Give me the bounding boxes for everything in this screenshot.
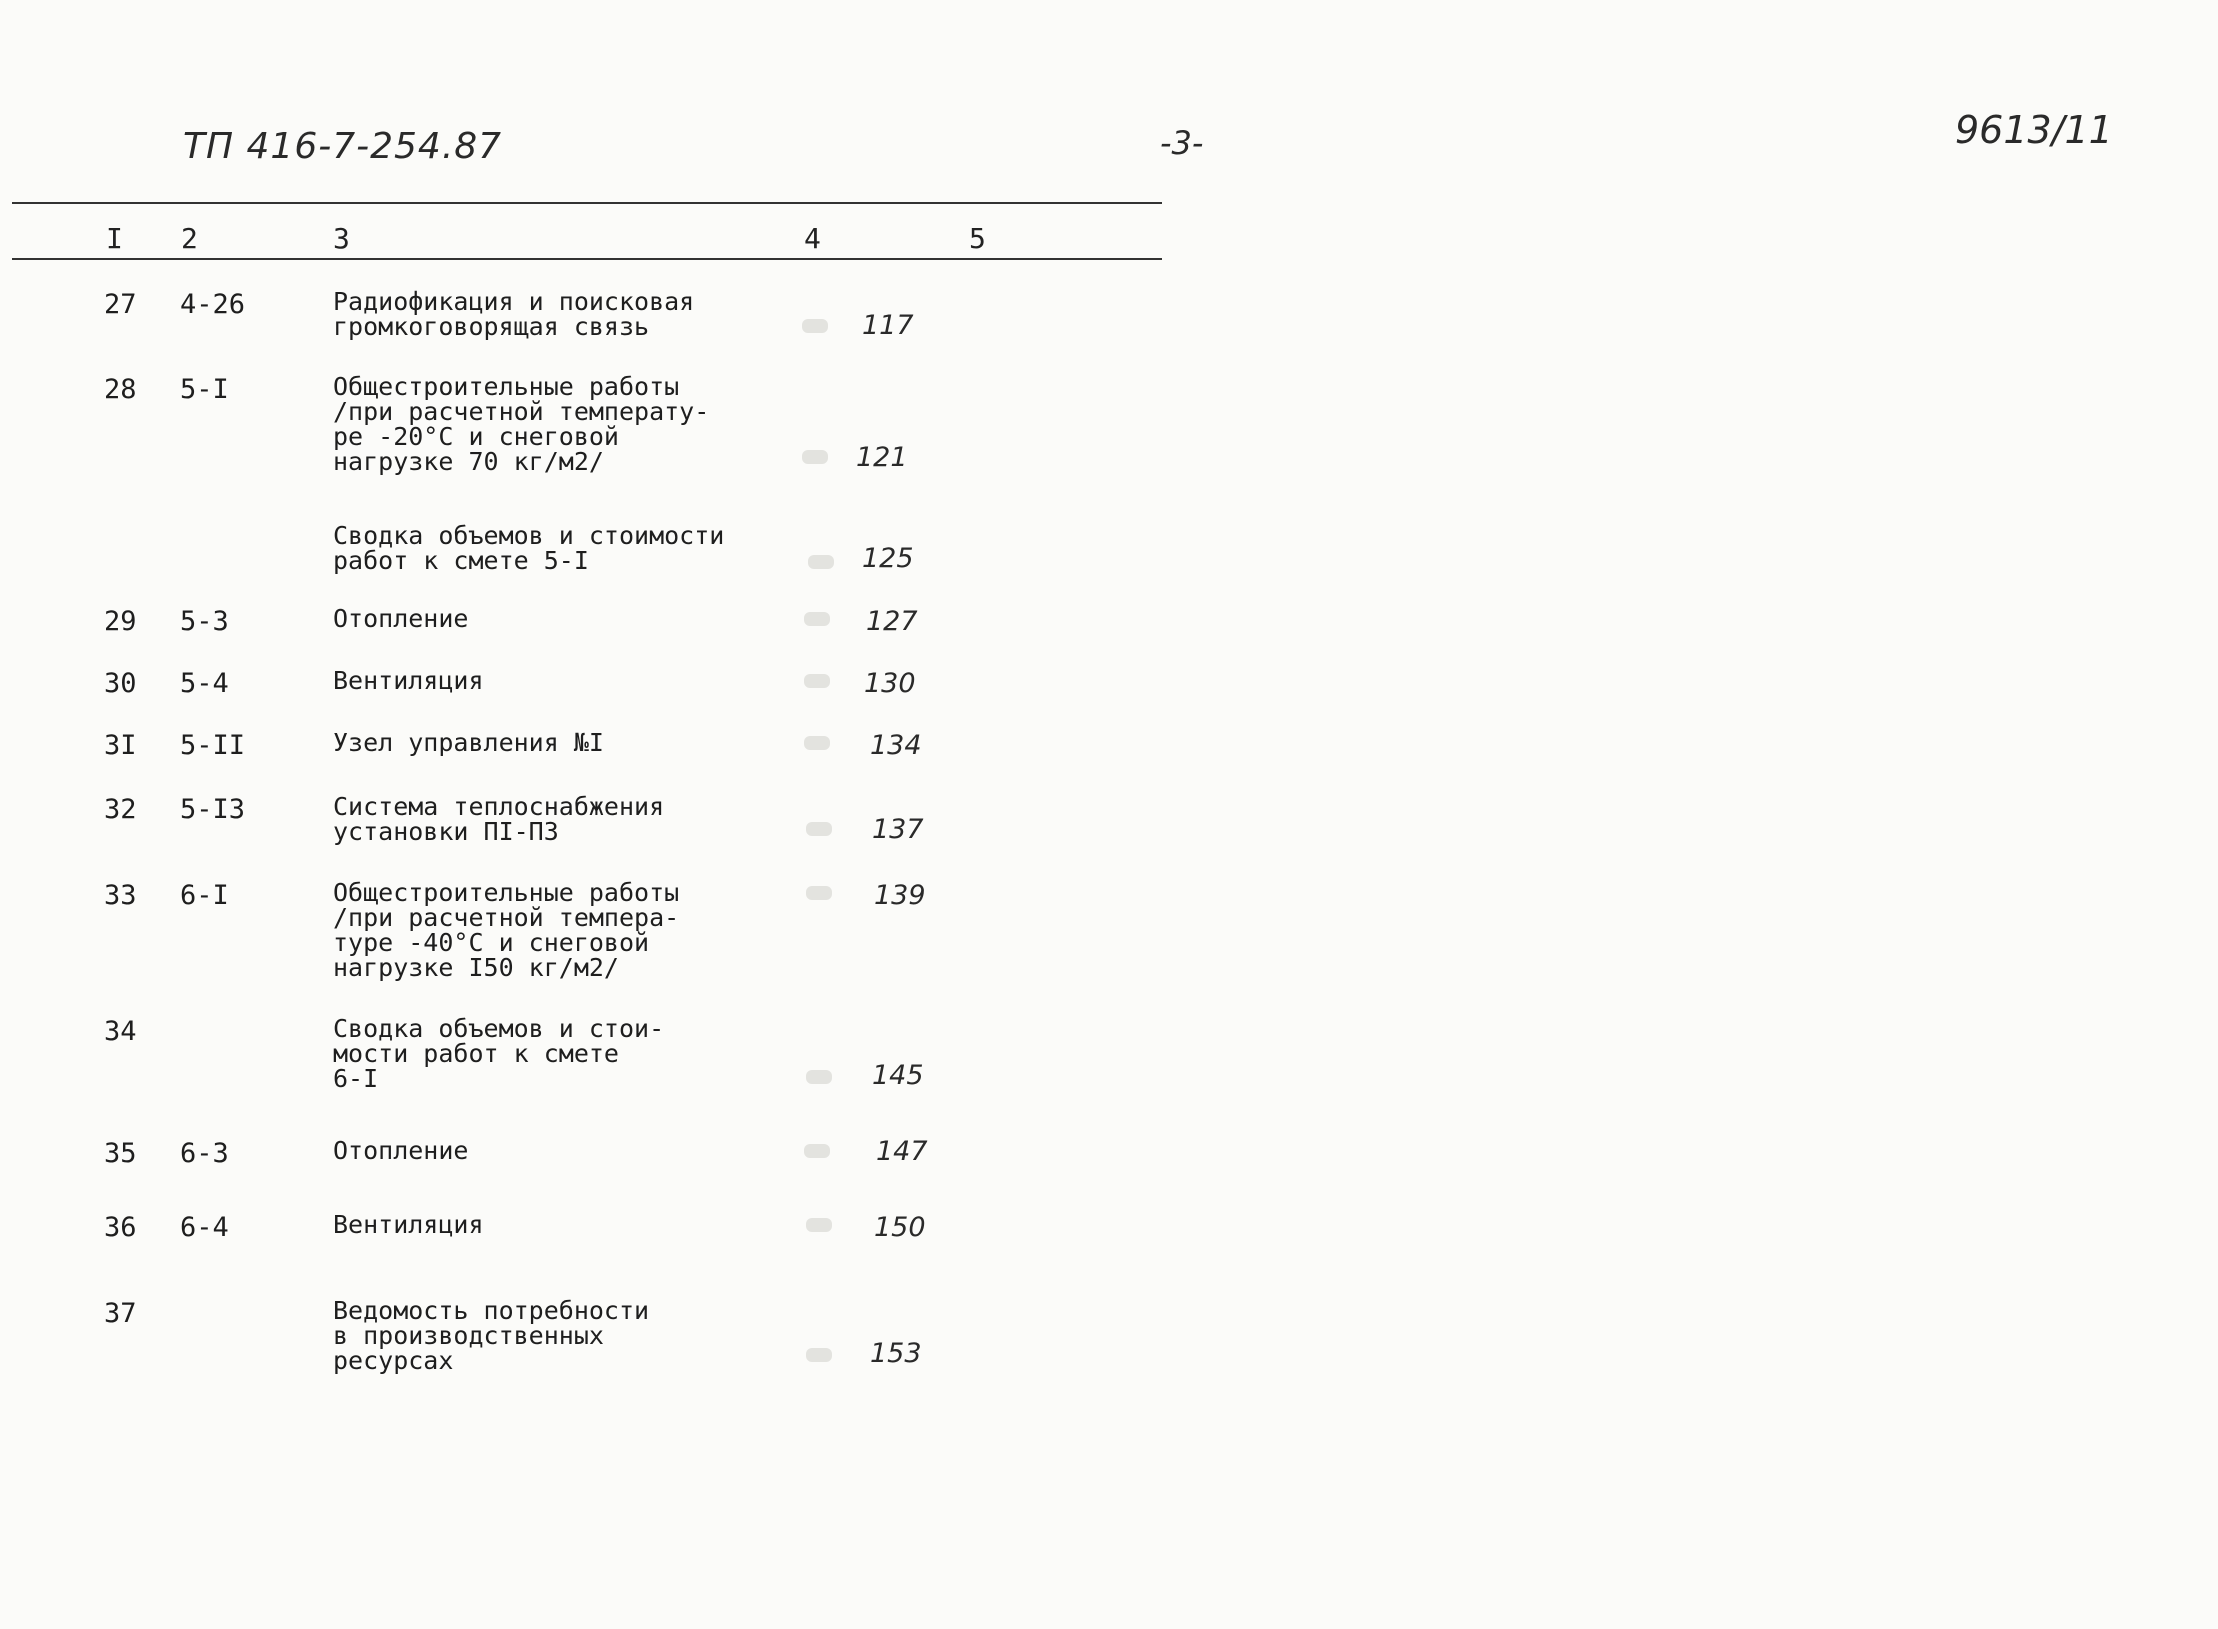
row-title: Отопление	[333, 1136, 469, 1165]
column-number-1: I	[106, 222, 123, 255]
row-number: 36	[104, 1212, 137, 1243]
column-number-4: 4	[804, 222, 821, 255]
row-page: 137	[872, 814, 924, 845]
row-page: 153	[870, 1338, 922, 1369]
page-smudge	[808, 555, 834, 569]
row-title: Сводка объемов и стоимости работ к смете 5-I	[333, 521, 725, 575]
column-number-3: 3	[333, 222, 350, 255]
row-page: 117	[862, 310, 914, 341]
row-title: Общестроительные работы /при расчетной температу- ре -20°С и снеговой нагрузке 70 кг/м2/	[333, 372, 710, 476]
row-page: 127	[866, 606, 918, 637]
page-smudge	[806, 822, 832, 836]
row-page: 125	[862, 543, 914, 574]
row-number: 33	[104, 880, 137, 911]
row-code: 5-4	[180, 668, 229, 699]
row-title: Система теплоснабжения установки ПI-П3	[333, 792, 665, 846]
row-title: Ведомость потребности в производственных ресурсах	[333, 1296, 650, 1375]
row-title: Сводка объемов и стои- мости работ к смете 6-I	[333, 1014, 665, 1093]
row-number: 29	[104, 606, 137, 637]
row-code: 6-4	[180, 1212, 229, 1243]
row-code: 5-II	[180, 730, 246, 761]
row-number: 30	[104, 668, 137, 699]
row-number: 27	[104, 289, 137, 320]
table-header-rule	[12, 258, 1162, 260]
row-page: 134	[870, 730, 922, 761]
row-number: 35	[104, 1138, 137, 1169]
row-code: 4-26	[180, 289, 246, 320]
row-code: 5-I3	[180, 794, 246, 825]
row-title: Вентиляция	[333, 1210, 484, 1239]
page-smudge	[804, 736, 830, 750]
page-smudge	[802, 450, 828, 464]
row-code: 6-3	[180, 1138, 229, 1169]
page-smudge	[802, 319, 828, 333]
row-number: 32	[104, 794, 137, 825]
row-page: 130	[864, 668, 916, 699]
page-smudge	[804, 1144, 830, 1158]
page-smudge	[804, 674, 830, 688]
row-page: 150	[874, 1212, 926, 1243]
page-smudge	[806, 1070, 832, 1084]
row-page: 139	[874, 880, 926, 911]
row-page: 147	[876, 1136, 928, 1167]
row-title: Отопление	[333, 604, 469, 633]
page-smudge	[806, 1218, 832, 1232]
row-title: Радиофикация и поисковая громкоговорящая связь	[333, 287, 695, 341]
row-title: Вентиляция	[333, 666, 484, 695]
row-title: Узел управления №I	[333, 728, 604, 757]
archive-number: 9613/11	[1955, 108, 2113, 152]
page-smudge	[804, 612, 830, 626]
row-number: 28	[104, 374, 137, 405]
row-title: Общестроительные работы /при расчетной темпера- туре -40°С и снеговой нагрузке I50 кг/м2/	[333, 878, 680, 982]
row-number: 34	[104, 1016, 137, 1047]
page-smudge	[806, 1348, 832, 1362]
row-page: 121	[856, 442, 908, 473]
column-number-2: 2	[181, 222, 198, 255]
column-number-5: 5	[969, 222, 986, 255]
row-code: 6-I	[180, 880, 229, 911]
document-code: ТП 416-7-254.87	[183, 126, 503, 167]
row-number: 37	[104, 1298, 137, 1329]
row-code: 5-3	[180, 606, 229, 637]
row-number: 3I	[104, 730, 137, 761]
page-smudge	[806, 886, 832, 900]
page-number: -3-	[1160, 124, 1204, 162]
row-page: 145	[872, 1060, 924, 1091]
table-top-rule	[12, 202, 1162, 204]
row-code: 5-I	[180, 374, 229, 405]
